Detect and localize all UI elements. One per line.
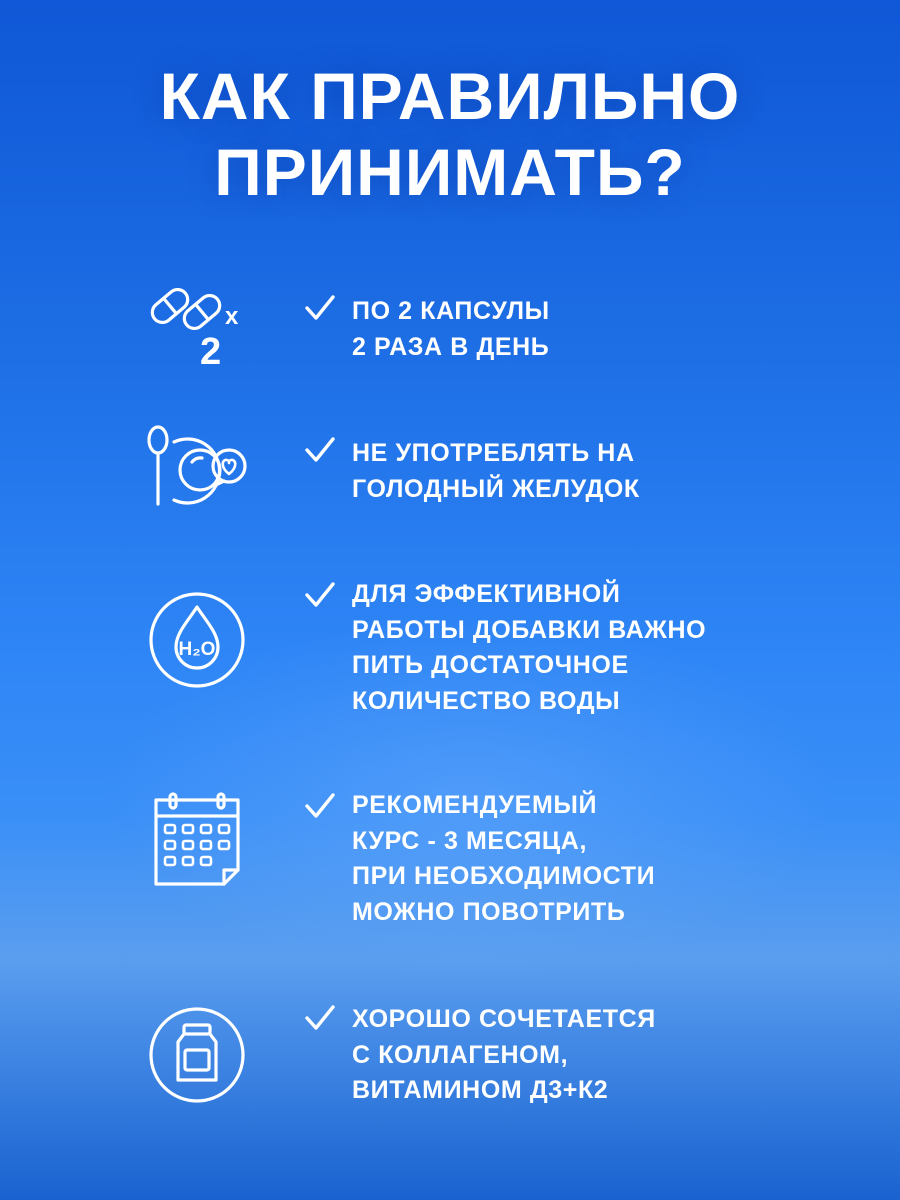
instruction-line: ВИТАМИНОМ Д3+К2 — [352, 1076, 609, 1104]
page-title-line-2: ПРИНИМАТЬ? — [214, 135, 686, 209]
checkmark-icon — [304, 436, 336, 464]
meal-plate-icon — [140, 420, 254, 530]
instruction-line: КУРС - 3 МЕСЯЦА, — [352, 826, 587, 855]
instruction-line: ПО 2 КАПСУЛЫ — [352, 297, 550, 325]
h2o-label: H₂O — [178, 639, 216, 660]
instruction-text — [352, 577, 772, 719]
checkmark-icon — [304, 792, 336, 820]
instruction-line: ПРИ НЕОБХОДИМОСТИ — [352, 862, 656, 890]
instruction-line: ГОЛОДНЫЙ ЖЕЛУДОК — [352, 474, 640, 503]
checkmark-icon — [304, 581, 336, 609]
water-drop-icon — [140, 585, 254, 695]
page-title — [0, 58, 900, 210]
instruction-line: КОЛИЧЕСТВО ВОДЫ — [352, 686, 621, 715]
instruction-line: РЕКОМЕНДУЕМЫЙ — [352, 791, 598, 819]
instruction-line: ХОРОШО СОЧЕТАЕТСЯ — [352, 1005, 656, 1033]
instruction-line: 2 РАЗА В ДЕНЬ — [352, 332, 550, 361]
instruction-line: РАБОТЫ ДОБАВКИ ВАЖНО — [352, 615, 707, 644]
calendar-icon — [140, 790, 254, 900]
instruction-line: МОЖНО ПОВОТРИТЬ — [352, 897, 626, 926]
checkmark-icon — [304, 294, 336, 322]
instruction-line: НЕ УПОТРЕБЛЯТЬ НА — [352, 439, 635, 467]
instruction-text — [352, 788, 772, 930]
jar-icon — [140, 1000, 254, 1110]
instruction-line: ДЛЯ ЭФФЕКТИВНОЙ — [352, 580, 621, 608]
capsules-icon — [140, 282, 254, 392]
page-title-line-1: КАК ПРАВИЛЬНО — [159, 59, 741, 133]
instruction-line: ПИТЬ ДОСТАТОЧНОЕ — [352, 651, 629, 679]
instruction-line: С КОЛЛАГЕНОМ, — [352, 1040, 569, 1069]
instruction-text — [352, 1002, 772, 1109]
capsules-count: 2 — [200, 331, 222, 373]
instruction-text — [352, 294, 772, 365]
checkmark-icon — [304, 1004, 336, 1032]
instruction-text — [352, 436, 772, 507]
capsules-multiplier: x — [225, 303, 239, 330]
